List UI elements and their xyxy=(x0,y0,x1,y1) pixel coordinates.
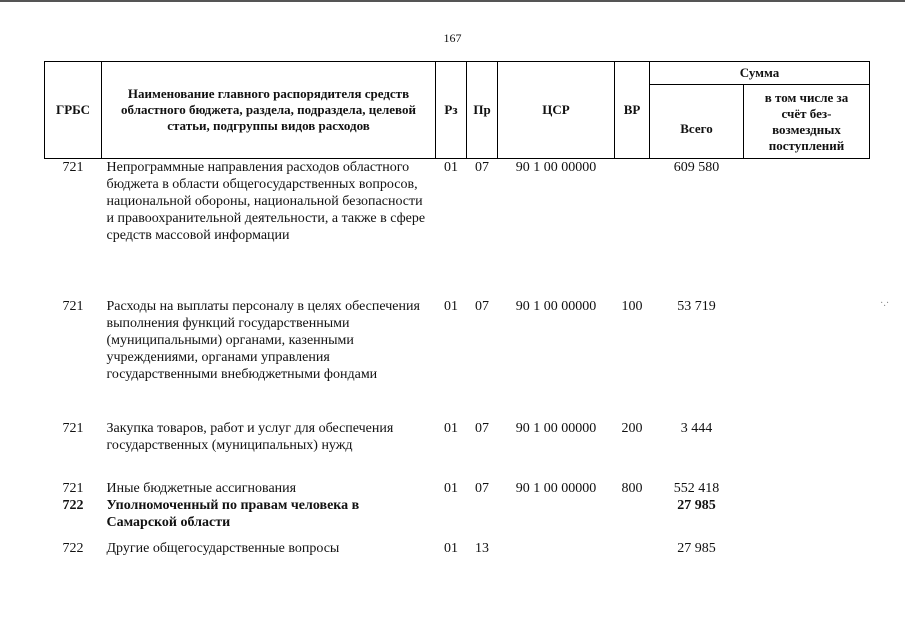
cell-csr: 90 1 00 00000 xyxy=(515,480,597,496)
cell-vr: 100 xyxy=(621,298,643,314)
budget-table xyxy=(44,61,870,560)
cell-pr: 13 xyxy=(475,540,489,556)
cell-csr: 90 1 00 00000 xyxy=(515,298,597,314)
cell-rz: 01 xyxy=(444,480,458,496)
table-row xyxy=(45,480,870,497)
cell-name: Непрограммные направления расходов областного бюджета в области общегосударственных вопросов, национальной обороны, национальной безопасности и правоохранительной деятельности, а также в сфере средств массовой информации xyxy=(106,160,426,243)
cell-total: 552 418 xyxy=(673,480,720,496)
cell-free xyxy=(744,480,870,497)
cell-grbs: 721 xyxy=(62,298,84,314)
cell-csr xyxy=(498,540,615,560)
cell-grbs: 721 xyxy=(62,420,84,436)
cell-pr: 07 xyxy=(475,480,489,496)
cell-name: Иные бюджетные ассигнования xyxy=(106,480,297,496)
cell-free xyxy=(744,298,870,420)
cell-total: 609 580 xyxy=(673,160,720,175)
table-row xyxy=(45,159,870,298)
cell-csr: 90 1 00 00000 xyxy=(515,160,597,175)
cell-rz xyxy=(436,497,467,540)
cell-total: 53 719 xyxy=(677,298,716,314)
header-rz: Рз xyxy=(436,62,467,159)
cell-grbs: 722 xyxy=(62,540,84,556)
table-row xyxy=(45,540,870,560)
cell-pr xyxy=(467,497,498,540)
table-row xyxy=(45,497,870,540)
cell-grbs: 721 xyxy=(62,480,84,496)
cell-pr: 07 xyxy=(475,298,489,314)
cell-name: Другие общегосударственные вопросы xyxy=(106,540,340,556)
scan-artifact: ·.· xyxy=(880,298,890,309)
cell-free xyxy=(744,159,870,298)
header-vr: ВР xyxy=(615,62,650,159)
cell-vr: 800 xyxy=(621,480,643,496)
cell-name: Расходы на выплаты персоналу в целях обеспечения выполнения функций государственными (муниципальными) органами, казенными учреждениями, органами управления государственными внебюджетными фондами xyxy=(106,298,420,382)
page-top-edge xyxy=(0,0,905,2)
cell-free xyxy=(744,540,870,560)
cell-vr xyxy=(615,159,650,298)
cell-pr: 07 xyxy=(475,160,489,175)
cell-grbs: 721 xyxy=(62,160,84,175)
cell-vr xyxy=(615,497,650,540)
cell-rz: 01 xyxy=(444,420,458,436)
header-grbs: ГРБС xyxy=(45,62,102,159)
cell-name: Уполномоченный по правам человека в Самарской области xyxy=(106,497,360,530)
table-body xyxy=(45,159,870,560)
table-row xyxy=(45,420,870,480)
cell-free xyxy=(744,497,870,540)
cell-rz: 01 xyxy=(444,160,458,175)
page-number: 167 xyxy=(443,31,462,45)
header-sum: Сумма xyxy=(650,62,870,85)
cell-pr: 07 xyxy=(475,420,489,436)
cell-total: 27 985 xyxy=(677,540,716,556)
header-name: Наименование главного распорядителя средств областного бюджета, раздела, подраздела, целевой статьи, подгруппы видов расходов xyxy=(102,62,436,159)
cell-vr xyxy=(615,540,650,560)
cell-free xyxy=(744,420,870,480)
cell-total: 27 985 xyxy=(677,497,716,513)
cell-name: Закупка товаров, работ и услуг для обеспечения государственных (муниципальных) нужд xyxy=(106,420,394,453)
cell-grbs: 722 xyxy=(62,497,84,513)
table-row xyxy=(45,298,870,420)
header-pr: Пр xyxy=(467,62,498,159)
cell-vr: 200 xyxy=(621,420,643,436)
table-header xyxy=(45,62,870,159)
header-free: в том числе за счёт без-возмездных поступлений xyxy=(744,85,870,159)
header-total: Всего xyxy=(650,85,744,159)
cell-rz: 01 xyxy=(444,298,458,314)
cell-rz: 01 xyxy=(444,540,458,556)
header-csr: ЦСР xyxy=(498,62,615,159)
cell-csr: 90 1 00 00000 xyxy=(515,420,597,436)
cell-csr xyxy=(498,497,615,540)
cell-total: 3 444 xyxy=(680,420,713,436)
